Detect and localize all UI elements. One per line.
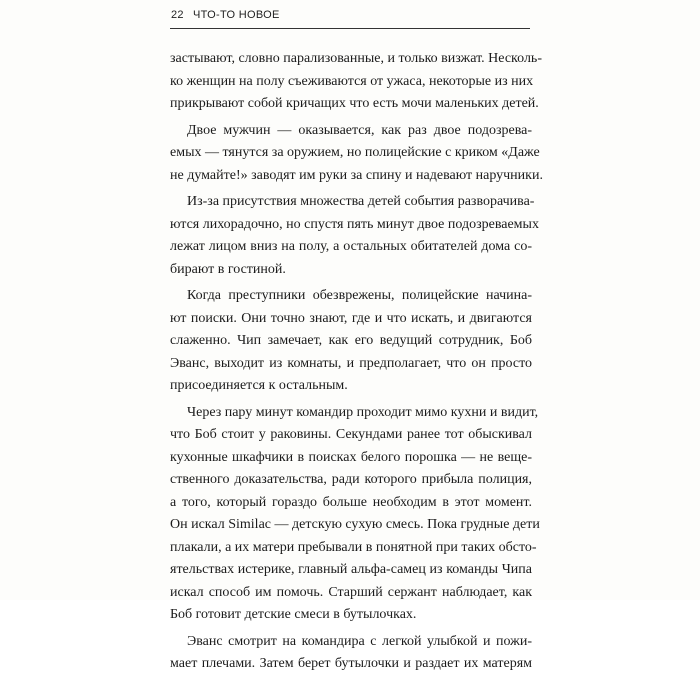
text-line: ются лихорадочно, но спустя пять минут двое подозреваемых: [170, 216, 539, 232]
text-line: бирают в гостиной.: [170, 261, 286, 277]
text-line: Через пару минут командир проходит мимо кухни и видит,: [187, 404, 539, 420]
text-line: Эванс, выходит из комнаты, и предполагает, что он просто: [170, 355, 532, 371]
text-line: искал способ им помочь. Старший сержант наблюдает, как: [170, 584, 532, 600]
text-line: лежат лицом вниз на полу, а остальных обитателей дома со-: [170, 239, 532, 254]
text-line: Когда преступники обезврежены, полицейские начина-: [187, 288, 532, 303]
text-line: Из-за присутствия множества детей события разворачива-: [187, 194, 535, 209]
paragraph: [170, 285, 532, 398]
paragraph: [170, 48, 542, 116]
paragraph: [170, 631, 532, 676]
paragraph: [170, 120, 543, 188]
text-line: мает плечами. Затем берет бутылочки и раздает их матерям: [170, 656, 532, 671]
text-line: не думайте!» заводят им руки за спину и надевают наручники.: [170, 167, 543, 183]
text-line: что Боб стоит у раковины. Секундами ранее тот обыскивал: [170, 427, 532, 442]
paragraph: [170, 191, 539, 281]
text-line: кухонные шкафчики в поисках белого порошка — не веще-: [170, 449, 532, 465]
text-line: плакали, а их матери пребывали в понятной при таких обсто-: [170, 539, 537, 555]
paragraph: [170, 402, 540, 627]
body-text: [170, 48, 543, 676]
text-line: Двое мужчин — оказывается, как раз двое подозрева-: [187, 122, 532, 138]
chapter-title: ЧТО-ТО НОВОЕ: [193, 9, 280, 21]
text-line: прикрывают собой кричащих что есть мочи маленьких детей.: [170, 96, 539, 111]
text-line: ко женщин на полу съеживаются от ужаса, некоторые из них: [170, 73, 534, 89]
text-line: ют поиски. Они точно знают, где и что искать, и двигаются: [170, 310, 532, 326]
text-line: Эванс смотрит на командира с легкой улыбкой и пожи-: [187, 633, 532, 649]
text-line: ятельствах истерике, главный альфа-самец из команды Чипа: [170, 562, 532, 577]
text-line: застывают, словно парализованные, и только визжат. Несколь-: [170, 51, 542, 66]
text-line: присоединяется к остальным.: [170, 378, 348, 393]
text-line: ственного доказательства, ради которого прибыла полиция,: [170, 472, 532, 487]
running-header: [170, 8, 530, 29]
text-line: слаженно. Чип замечает, как его ведущий сотрудник, Боб: [170, 333, 532, 348]
text-line: емых — тянутся за оружием, но полицейские с криком «Даже: [170, 145, 540, 160]
text-line: Он искал Similac — детскую сухую смесь. Пока грудные дети: [170, 517, 540, 532]
text-line: Боб готовит детские смеси в бутылочках.: [170, 607, 417, 622]
text-line: а того, который гораздо больше необходим в этот момент.: [170, 494, 532, 510]
page-number: 22: [171, 9, 184, 21]
